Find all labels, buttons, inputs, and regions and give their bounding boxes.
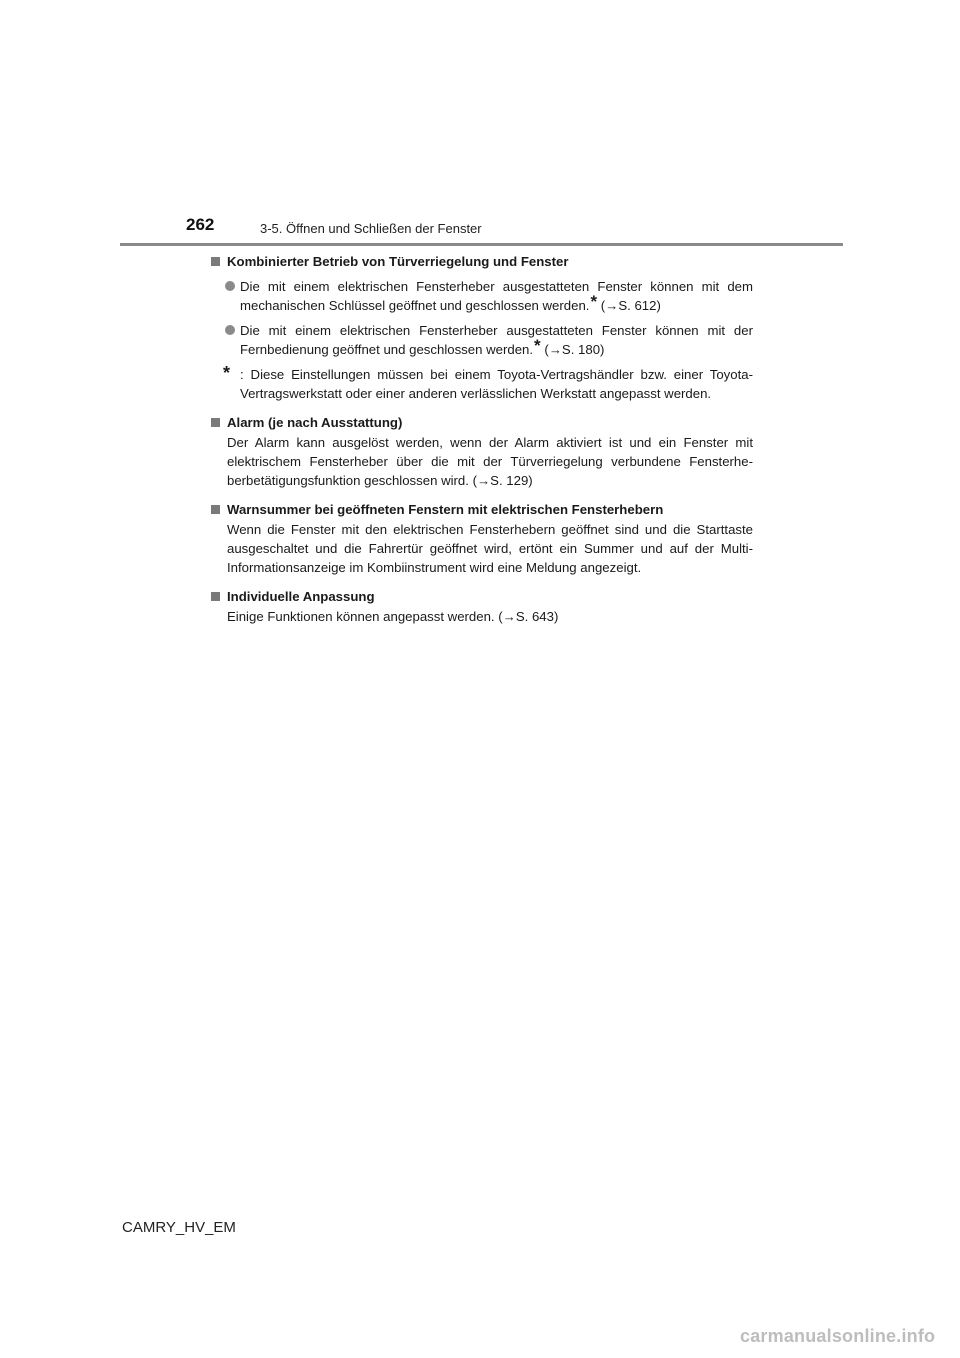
asterisk-icon: * [534,336,541,355]
heading-alarm [211,413,753,432]
footnote [211,365,753,403]
watermark: carmanualsonline.info [740,1326,936,1346]
section-header: 3-5. Öffnen und Schließen der Fenster [260,221,482,236]
heading-anpassung [211,587,753,606]
page-content [211,252,753,626]
heading-text: Alarm (je nach Ausstattung) [227,415,403,430]
list-item [211,277,753,315]
footnote-mark: * [223,363,231,383]
heading-text: Kombinierter Betrieb von Türverriegelung und Fenster [227,254,569,269]
list-item [211,321,753,359]
square-marker-icon [211,505,220,514]
footnote-text: : Diese Einstellungen müssen bei einem Toyota-Vertragshändler bzw. einer Toyota-Vertragswerkstatt oder einer anderen verlässlichen Werkstatt angepasst werden. [240,367,753,401]
square-marker-icon [211,592,220,601]
heading-warnsummer [211,500,753,519]
page-reference[interactable]: (→S. 612) [600,298,661,313]
paragraph-anpassung: Einige Funktionen können angepasst werden. (→S. 643) [227,609,559,624]
square-marker-icon [211,257,220,266]
page-number: 262 [186,215,215,234]
paragraph-alarm: Der Alarm kann ausgelöst werden, wenn der Alarm aktiviert ist und ein Fenster mit elektrischem Fensterheber über die mit der Türverriegelung verbundene Fensterhe-berbetätigungsfunktion geschlossen wird. (→S. 129) [227,435,753,488]
heading-text: Individuelle Anpassung [227,589,375,604]
bullet-text: Die mit einem elektrischen Fensterheber ausgestatteten Fenster können mit der Fernbedienung geöffnet und geschlossen werden. [240,323,753,357]
square-marker-icon [211,418,220,427]
document-code: CAMRY_HV_EM [122,1219,236,1236]
heading-text: Warnsummer bei geöffneten Fenstern mit elektrischen Fensterhebern [227,502,664,517]
heading-kombiniert [211,252,753,271]
asterisk-icon: * [590,292,598,311]
bullet-dot-icon [225,281,235,291]
bullet-dot-icon [225,325,235,335]
paragraph-warnsummer: Wenn die Fenster mit den elektrischen Fensterhebern geöffnet sind und die Starttaste ausgeschaltet und die Fahrertür geöffnet wird, ertönt ein Summer und auf der Multi-Informationsanzeige im Kombiinstrument wird eine Meldung angezeigt. [227,522,753,575]
header-divider [120,243,843,246]
bullet-text: Die mit einem elektrischen Fensterheber ausgestatteten Fenster können mit dem mechanischen Schlüssel geöffnet und geschlossen werden. [240,279,753,313]
page-reference[interactable]: (→S. 180) [544,342,605,357]
